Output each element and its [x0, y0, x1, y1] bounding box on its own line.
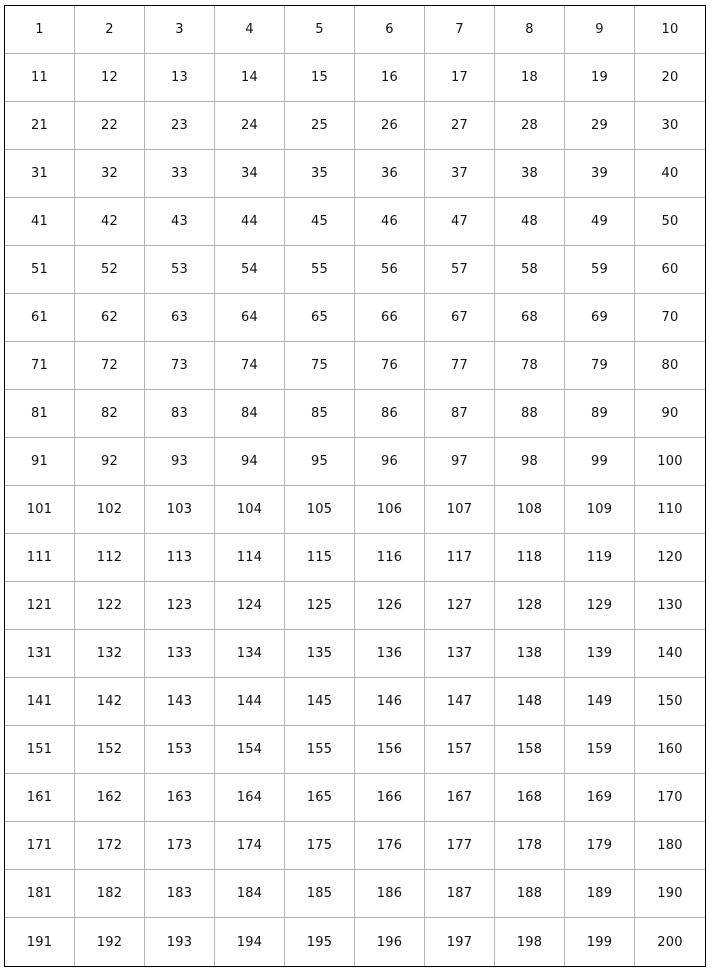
number-cell: 132: [75, 630, 145, 678]
number-cell: 82: [75, 390, 145, 438]
number-cell: 143: [145, 678, 215, 726]
number-cell: 76: [355, 342, 425, 390]
number-cell: 140: [635, 630, 705, 678]
number-cell: 99: [565, 438, 635, 486]
number-chart-sheet: [4, 5, 706, 967]
number-cell: 146: [355, 678, 425, 726]
number-cell: 17: [425, 54, 495, 102]
number-cell: 133: [145, 630, 215, 678]
number-cell: 62: [75, 294, 145, 342]
number-cell: 3: [145, 6, 215, 54]
number-cell: 147: [425, 678, 495, 726]
number-cell: 184: [215, 870, 285, 918]
number-cell: 193: [145, 918, 215, 966]
number-cell: 14: [215, 54, 285, 102]
number-cell: 116: [355, 534, 425, 582]
number-cell: 163: [145, 774, 215, 822]
number-cell: 80: [635, 342, 705, 390]
number-cell: 40: [635, 150, 705, 198]
number-cell: 33: [145, 150, 215, 198]
number-cell: 125: [285, 582, 355, 630]
number-cell: 191: [5, 918, 75, 966]
number-cell: 55: [285, 246, 355, 294]
number-cell: 195: [285, 918, 355, 966]
number-cell: 134: [215, 630, 285, 678]
number-cell: 45: [285, 198, 355, 246]
number-cell: 126: [355, 582, 425, 630]
number-cell: 130: [635, 582, 705, 630]
number-cell: 10: [635, 6, 705, 54]
number-cell: 9: [565, 6, 635, 54]
number-cell: 47: [425, 198, 495, 246]
number-cell: 95: [285, 438, 355, 486]
number-cell: 200: [657, 934, 683, 950]
number-cell: 142: [75, 678, 145, 726]
number-cell: 119: [565, 534, 635, 582]
number-cell: 36: [355, 150, 425, 198]
number-cell: 158: [495, 726, 565, 774]
number-cell: 196: [355, 918, 425, 966]
number-cell: 121: [5, 582, 75, 630]
number-cell: 88: [495, 390, 565, 438]
number-cell: 69: [565, 294, 635, 342]
number-cell: 103: [145, 486, 215, 534]
number-cell: 122: [75, 582, 145, 630]
number-cell: 43: [145, 198, 215, 246]
number-cell: 37: [425, 150, 495, 198]
number-cell: 18: [495, 54, 565, 102]
number-cell: 97: [425, 438, 495, 486]
number-cell: 67: [425, 294, 495, 342]
number-cell: 15: [285, 54, 355, 102]
number-cell: 179: [565, 822, 635, 870]
number-cell: 46: [355, 198, 425, 246]
number-cell: 27: [425, 102, 495, 150]
number-cell: 42: [75, 198, 145, 246]
number-cell: 162: [75, 774, 145, 822]
number-cell: 169: [565, 774, 635, 822]
number-cell: 136: [355, 630, 425, 678]
number-cell: 137: [425, 630, 495, 678]
number-cell: 180: [635, 822, 705, 870]
number-cell: 199: [565, 918, 635, 966]
number-cell: 151: [5, 726, 75, 774]
number-cell: 29: [565, 102, 635, 150]
number-cell: 90: [635, 390, 705, 438]
number-cell: 23: [145, 102, 215, 150]
number-cell: 112: [75, 534, 145, 582]
number-cell: 182: [75, 870, 145, 918]
number-cell: 114: [215, 534, 285, 582]
number-cell: 105: [285, 486, 355, 534]
number-cell: 53: [145, 246, 215, 294]
number-cell: 6: [355, 6, 425, 54]
number-cell: 176: [355, 822, 425, 870]
number-cell: 183: [145, 870, 215, 918]
number-cell: 139: [565, 630, 635, 678]
number-cell: 59: [565, 246, 635, 294]
number-cell: 192: [75, 918, 145, 966]
number-cell: 107: [425, 486, 495, 534]
number-cell: 72: [75, 342, 145, 390]
number-cell: 170: [635, 774, 705, 822]
number-cell: 44: [215, 198, 285, 246]
number-cell: 21: [5, 102, 75, 150]
number-cell: 60: [635, 246, 705, 294]
number-cell: 75: [285, 342, 355, 390]
number-cell: 167: [425, 774, 495, 822]
number-cell: 24: [215, 102, 285, 150]
number-cell: 127: [425, 582, 495, 630]
number-cell: 108: [495, 486, 565, 534]
number-cell: 34: [215, 150, 285, 198]
number-cell: 66: [355, 294, 425, 342]
number-cell: 187: [425, 870, 495, 918]
number-cell: 178: [495, 822, 565, 870]
number-cell: 109: [565, 486, 635, 534]
number-cell: 181: [5, 870, 75, 918]
number-cell: 20: [635, 54, 705, 102]
number-cell: 148: [495, 678, 565, 726]
number-cell: 13: [145, 54, 215, 102]
number-cell: 138: [495, 630, 565, 678]
number-cell: 89: [565, 390, 635, 438]
number-cell: 92: [75, 438, 145, 486]
number-cell: 12: [75, 54, 145, 102]
number-cell: 77: [425, 342, 495, 390]
number-cell: 149: [565, 678, 635, 726]
number-cell: 73: [145, 342, 215, 390]
number-cell: 51: [5, 246, 75, 294]
number-cell: 31: [5, 150, 75, 198]
number-cell: 173: [145, 822, 215, 870]
number-cell: 113: [145, 534, 215, 582]
number-cell: 185: [285, 870, 355, 918]
number-cell: 120: [635, 534, 705, 582]
number-cell: 35: [285, 150, 355, 198]
number-cell: 79: [565, 342, 635, 390]
number-cell: 39: [565, 150, 635, 198]
number-cell: 71: [5, 342, 75, 390]
number-cell: 74: [215, 342, 285, 390]
number-cell: 64: [215, 294, 285, 342]
number-cell: 11: [5, 54, 75, 102]
number-cell: 141: [5, 678, 75, 726]
number-cell: 52: [75, 246, 145, 294]
number-cell: 38: [495, 150, 565, 198]
number-cell: 81: [5, 390, 75, 438]
number-cell: 78: [495, 342, 565, 390]
number-cell: 129: [565, 582, 635, 630]
number-cell: 164: [215, 774, 285, 822]
number-cell: 54: [215, 246, 285, 294]
number-cell: 68: [495, 294, 565, 342]
number-cell: 154: [215, 726, 285, 774]
number-cell: 28: [495, 102, 565, 150]
number-cell: 144: [215, 678, 285, 726]
number-cell: 166: [355, 774, 425, 822]
number-cell: 118: [495, 534, 565, 582]
number-cell: 106: [355, 486, 425, 534]
number-cell: 194: [215, 918, 285, 966]
number-cell: 49: [565, 198, 635, 246]
number-cell: 4: [215, 6, 285, 54]
number-cell: 63: [145, 294, 215, 342]
number-cell: 91: [5, 438, 75, 486]
number-cell: 135: [285, 630, 355, 678]
number-cell: 161: [5, 774, 75, 822]
number-cell: 25: [285, 102, 355, 150]
number-cell: 115: [285, 534, 355, 582]
number-cell: 175: [285, 822, 355, 870]
number-cell: 101: [5, 486, 75, 534]
number-cell: 198: [495, 918, 565, 966]
number-cell: 111: [5, 534, 75, 582]
number-cell: 19: [565, 54, 635, 102]
number-cell: 1: [5, 6, 75, 54]
number-cell: 56: [355, 246, 425, 294]
number-cell: 30: [635, 102, 705, 150]
number-cell: 94: [215, 438, 285, 486]
number-cell: 197: [425, 918, 495, 966]
number-cell: 102: [75, 486, 145, 534]
number-cell: 110: [635, 486, 705, 534]
number-cell: 2: [75, 6, 145, 54]
number-cell: 168: [495, 774, 565, 822]
number-cell: 165: [285, 774, 355, 822]
number-cell: 157: [425, 726, 495, 774]
number-cell: 57: [425, 246, 495, 294]
number-cell: 85: [285, 390, 355, 438]
number-cell: 70: [635, 294, 705, 342]
number-cell: 174: [215, 822, 285, 870]
number-cell: 100: [635, 438, 705, 486]
number-cell: 104: [215, 486, 285, 534]
number-cell: 145: [285, 678, 355, 726]
number-cell: 172: [75, 822, 145, 870]
number-cell: 177: [425, 822, 495, 870]
number-cell: 123: [145, 582, 215, 630]
number-cell: 5: [285, 6, 355, 54]
number-cell: 117: [425, 534, 495, 582]
number-cell: 93: [145, 438, 215, 486]
number-cell: 131: [5, 630, 75, 678]
number-cell: 26: [355, 102, 425, 150]
number-cell: 171: [5, 822, 75, 870]
number-cell: 50: [635, 198, 705, 246]
number-cell: 160: [635, 726, 705, 774]
number-cell: 188: [495, 870, 565, 918]
number-grid: [5, 6, 705, 966]
number-cell: 128: [495, 582, 565, 630]
number-cell: 86: [355, 390, 425, 438]
number-cell: 96: [355, 438, 425, 486]
number-cell: 150: [635, 678, 705, 726]
number-cell: 7: [425, 6, 495, 54]
number-cell: 159: [565, 726, 635, 774]
number-cell: 22: [75, 102, 145, 150]
number-cell: 186: [355, 870, 425, 918]
number-cell: 98: [495, 438, 565, 486]
number-cell: 153: [145, 726, 215, 774]
number-cell: 189: [565, 870, 635, 918]
number-cell: 156: [355, 726, 425, 774]
number-cell: 61: [5, 294, 75, 342]
number-cell: 190: [635, 870, 705, 918]
number-cell: 48: [495, 198, 565, 246]
number-cell: 84: [215, 390, 285, 438]
number-cell: 124: [215, 582, 285, 630]
number-cell: 8: [495, 6, 565, 54]
number-cell: 87: [425, 390, 495, 438]
number-cell: 155: [285, 726, 355, 774]
number-cell: 32: [75, 150, 145, 198]
number-cell: 152: [75, 726, 145, 774]
number-cell: 16: [355, 54, 425, 102]
number-cell: 65: [285, 294, 355, 342]
number-cell: 83: [145, 390, 215, 438]
number-cell: 58: [495, 246, 565, 294]
number-cell: 41: [5, 198, 75, 246]
